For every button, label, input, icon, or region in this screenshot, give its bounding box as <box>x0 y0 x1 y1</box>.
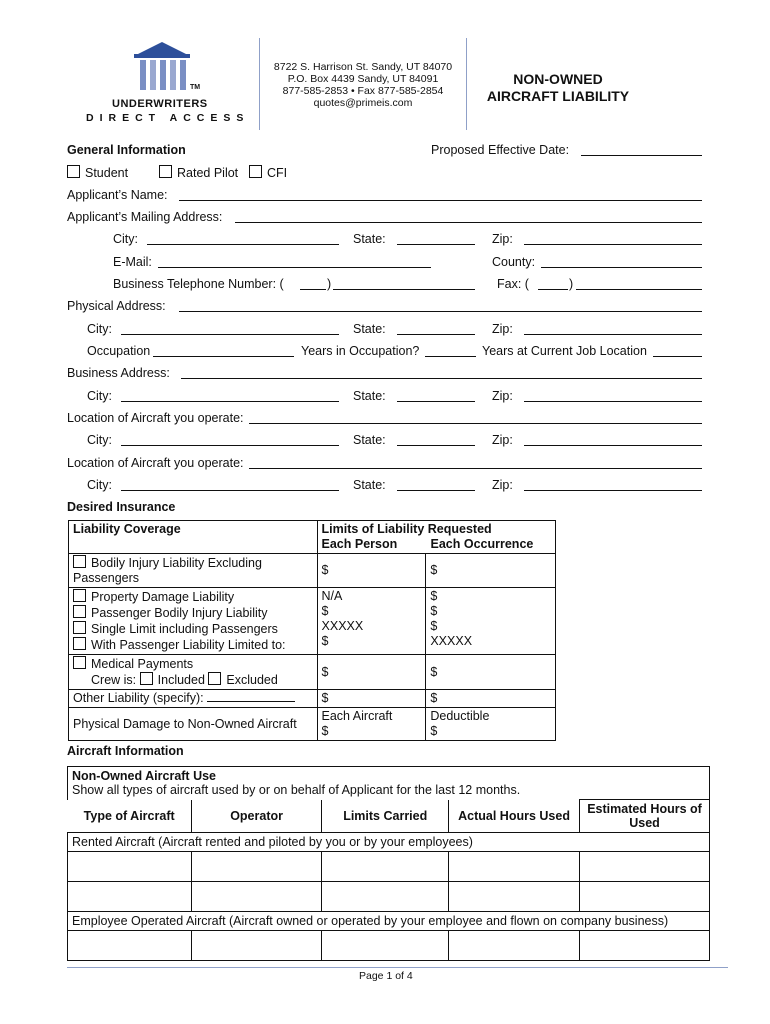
aircraft-location-1-label: Location of Aircraft you operate: <box>67 411 244 425</box>
crew-included-checkbox[interactable] <box>140 672 153 685</box>
aircraft-box-title-row <box>68 767 710 800</box>
form-title <box>468 71 648 105</box>
bodily-injury-occurrence-amount[interactable]: $ <box>426 554 556 588</box>
mailing-address-field[interactable] <box>235 222 702 223</box>
employee-aircraft-row <box>68 931 710 961</box>
other-liability-row: Other Liability (specify): $ $ <box>69 690 556 708</box>
mailing-state-label: State: <box>353 232 386 246</box>
location1-zip-field[interactable] <box>524 445 702 446</box>
employee-limits-cell[interactable] <box>322 931 449 961</box>
physical-state-field[interactable] <box>397 334 475 335</box>
multi-person-amounts[interactable]: N/A $ XXXXX $ <box>317 588 426 655</box>
email-field[interactable] <box>158 267 431 268</box>
location2-zip-field[interactable] <box>524 490 702 491</box>
employee-aircraft-label-row <box>68 912 710 931</box>
with-passenger-checkbox[interactable] <box>73 637 86 650</box>
logo-tm: TM <box>190 84 201 91</box>
page-number: Page 1 of 4 <box>359 970 413 982</box>
physical-city-field[interactable] <box>121 334 339 335</box>
business-phone-label: Business Telephone Number: ( <box>113 277 284 291</box>
general-info-heading: General Information <box>67 143 186 157</box>
business-zip-field[interactable] <box>524 401 702 402</box>
county-label: County: <box>492 255 536 269</box>
medical-occurrence-amount[interactable]: $ <box>426 655 556 690</box>
address-line-2: P.O. Box 4439 Sandy, UT 84091 <box>287 73 439 85</box>
address-line-3: 877-585-2853 • Fax 877-585-2854 <box>282 85 444 97</box>
medical-person-amount[interactable]: $ <box>317 655 426 690</box>
limits-carried-header: Limits Carried <box>322 800 449 833</box>
actual-hours-header: Actual Hours Used <box>449 800 580 833</box>
rented-hours-cell[interactable] <box>449 882 580 912</box>
business-phone-field[interactable] <box>333 289 475 290</box>
location2-city-label: City: <box>87 478 112 492</box>
fax-area-code[interactable] <box>538 289 568 290</box>
operator-header: Operator <box>191 800 322 833</box>
desired-insurance-heading: Desired Insurance <box>67 500 176 514</box>
business-address-label: Business Address: <box>67 366 170 380</box>
rented-type-cell[interactable] <box>68 852 192 882</box>
coverage-table <box>68 520 556 741</box>
occupation-field[interactable] <box>153 356 294 357</box>
estimated-hours-header: Estimated Hours of Used <box>580 800 710 833</box>
location2-zip-label: Zip: <box>492 478 513 492</box>
mailing-address-label: Applicant’s Mailing Address: <box>67 210 223 224</box>
student-option[interactable] <box>67 165 128 180</box>
aircraft-location-2-label: Location of Aircraft you operate: <box>67 456 244 470</box>
business-phone-close-paren: ) <box>327 277 332 291</box>
rented-aircraft-row <box>68 852 710 882</box>
years-job-field[interactable] <box>653 356 702 357</box>
mailing-state-field[interactable] <box>397 244 475 245</box>
student-label: Student <box>85 166 129 180</box>
physical-damage-row: Physical Damage to Non-Owned Aircraft Each Aircraft $ Deductible $ <box>69 708 556 741</box>
rated-pilot-label: Rated Pilot <box>177 166 239 180</box>
title-line-1: NON-OWNED <box>513 71 603 87</box>
limits-col-header: Limits of Liability Requested Each Person Each Occurrence <box>317 521 555 554</box>
business-address-field[interactable] <box>181 378 702 379</box>
medical-payments-checkbox[interactable] <box>73 656 86 669</box>
each-person-header: Each Person <box>321 537 398 551</box>
other-occurrence-amount[interactable]: $ <box>426 690 556 708</box>
rented-aircraft-label-row <box>68 833 710 852</box>
aircraft-table <box>67 766 710 961</box>
company-logo <box>82 40 250 128</box>
single-limit-checkbox[interactable] <box>73 621 86 634</box>
location2-state-label: State: <box>353 478 386 492</box>
bodily-injury-person-amount[interactable]: $ <box>317 554 426 588</box>
years-job-label: Years at Current Job Location <box>482 344 647 358</box>
location1-state-field[interactable] <box>397 445 475 446</box>
location1-state-label: State: <box>353 433 386 447</box>
effective-date-label: Proposed Effective Date: <box>431 143 570 157</box>
physical-zip-label: Zip: <box>492 322 513 336</box>
passenger-bodily-checkbox[interactable] <box>73 605 86 618</box>
fax-close-paren: ) <box>569 277 574 291</box>
business-city-field[interactable] <box>121 401 339 402</box>
occupation-label: Occupation <box>87 344 151 358</box>
multi-occurrence-amounts[interactable]: $ $ $ XXXXX <box>426 588 556 655</box>
location2-city-field[interactable] <box>121 490 339 491</box>
property-damage-checkbox[interactable] <box>73 589 86 602</box>
rented-hours-cell[interactable] <box>449 852 580 882</box>
mailing-zip-label: Zip: <box>492 232 513 246</box>
rented-limits-cell[interactable] <box>322 882 449 912</box>
rented-estimated-cell[interactable] <box>580 852 710 882</box>
building-logo-icon <box>82 40 244 102</box>
location1-city-field[interactable] <box>121 445 339 446</box>
coverage-header-row <box>69 521 556 554</box>
rated-pilot-checkbox[interactable] <box>159 165 172 178</box>
physical-address-label: Physical Address: <box>67 299 166 313</box>
rented-aircraft-label: Rented Aircraft (Aircraft rented and piloted by you or by your employees) <box>68 833 710 852</box>
student-checkbox[interactable] <box>67 165 80 178</box>
bodily-injury-checkbox[interactable] <box>73 555 86 568</box>
aircraft-location-2-field[interactable] <box>249 468 702 469</box>
business-state-label: State: <box>353 389 386 403</box>
rented-operator-cell[interactable] <box>191 882 322 912</box>
each-occurrence-header: Each Occurrence <box>430 537 534 551</box>
effective-date-field[interactable] <box>581 155 702 156</box>
applicant-name-field[interactable] <box>179 200 702 201</box>
address-line-4: quotes@primeis.com <box>313 97 413 109</box>
coverage-col-header: Liability Coverage <box>69 521 318 554</box>
rented-limits-cell[interactable] <box>322 852 449 882</box>
company-address <box>260 61 466 109</box>
fax-label: Fax: ( <box>497 277 529 291</box>
fax-field[interactable] <box>576 289 702 290</box>
aircraft-header-row <box>68 800 710 833</box>
logo-text-direct-access: DIRECT ACCESS <box>86 112 250 124</box>
county-field[interactable] <box>541 267 702 268</box>
employee-estimated-cell[interactable] <box>580 931 710 961</box>
logo-text-underwriters: UNDERWRITERS <box>112 98 208 110</box>
business-zip-label: Zip: <box>492 389 513 403</box>
crew-excluded-checkbox[interactable] <box>208 672 221 685</box>
type-aircraft-header: Type of Aircraft <box>68 800 192 833</box>
rented-operator-cell[interactable] <box>191 852 322 882</box>
rented-type-cell[interactable] <box>68 882 192 912</box>
medical-payments-row: Medical Payments Crew is: Included Excluded $ $ <box>69 655 556 690</box>
aircraft-box-title: Non-Owned Aircraft Use <box>72 769 217 783</box>
email-label: E-Mail: <box>113 255 152 269</box>
rented-estimated-cell[interactable] <box>580 882 710 912</box>
deductible-amount[interactable]: Deductible $ <box>426 708 556 741</box>
each-aircraft-amount[interactable]: Each Aircraft $ <box>317 708 426 741</box>
mailing-zip-field[interactable] <box>524 244 702 245</box>
mailing-city-label: City: <box>113 232 138 246</box>
address-line-1: 8722 S. Harrison St. Sandy, UT 84070 <box>273 61 453 73</box>
business-state-field[interactable] <box>397 401 475 402</box>
physical-zip-field[interactable] <box>524 334 702 335</box>
employee-operator-cell[interactable] <box>191 931 322 961</box>
cfi-option[interactable] <box>249 165 287 180</box>
location1-zip-label: Zip: <box>492 433 513 447</box>
other-liability-field[interactable] <box>207 691 295 702</box>
header-divider-right <box>466 38 467 130</box>
physical-state-label: State: <box>353 322 386 336</box>
other-person-amount[interactable]: $ <box>317 690 426 708</box>
aircraft-box-subtitle: Show all types of aircraft used by or on behalf of Applicant for the last 12 months. <box>72 783 521 797</box>
years-occupation-label: Years in Occupation? <box>301 344 420 358</box>
aircraft-location-1-field[interactable] <box>249 423 702 424</box>
employee-hours-cell[interactable] <box>449 931 580 961</box>
physical-address-field[interactable] <box>179 311 702 312</box>
aircraft-info-heading: Aircraft Information <box>67 744 184 758</box>
years-occupation-field[interactable] <box>425 356 476 357</box>
location1-city-label: City: <box>87 433 112 447</box>
applicant-name-label: Applicant’s Name: <box>67 188 168 202</box>
mailing-city-field[interactable] <box>147 244 339 245</box>
physical-city-label: City: <box>87 322 112 336</box>
bodily-injury-row: Bodily Injury Liability Excluding Passengers $ $ <box>69 554 556 588</box>
rated-pilot-option[interactable] <box>159 165 238 180</box>
cfi-label: CFI <box>267 166 288 180</box>
multi-coverage-row: Property Damage Liability Passenger Bodily Injury Liability Single Limit including Passengers With Passenger Liability Limited to: N/A $ XXXXX $ $ $ $ XXXXX <box>69 588 556 655</box>
business-city-label: City: <box>87 389 112 403</box>
location2-state-field[interactable] <box>397 490 475 491</box>
cfi-checkbox[interactable] <box>249 165 262 178</box>
rented-aircraft-row <box>68 882 710 912</box>
footer-rule <box>67 967 728 968</box>
employee-aircraft-label: Employee Operated Aircraft (Aircraft owned or operated by your employee and flown on company business) <box>68 912 710 931</box>
employee-type-cell[interactable] <box>68 931 192 961</box>
business-phone-area-code[interactable] <box>300 289 326 290</box>
title-line-2: AIRCRAFT LIABILITY <box>486 88 630 104</box>
